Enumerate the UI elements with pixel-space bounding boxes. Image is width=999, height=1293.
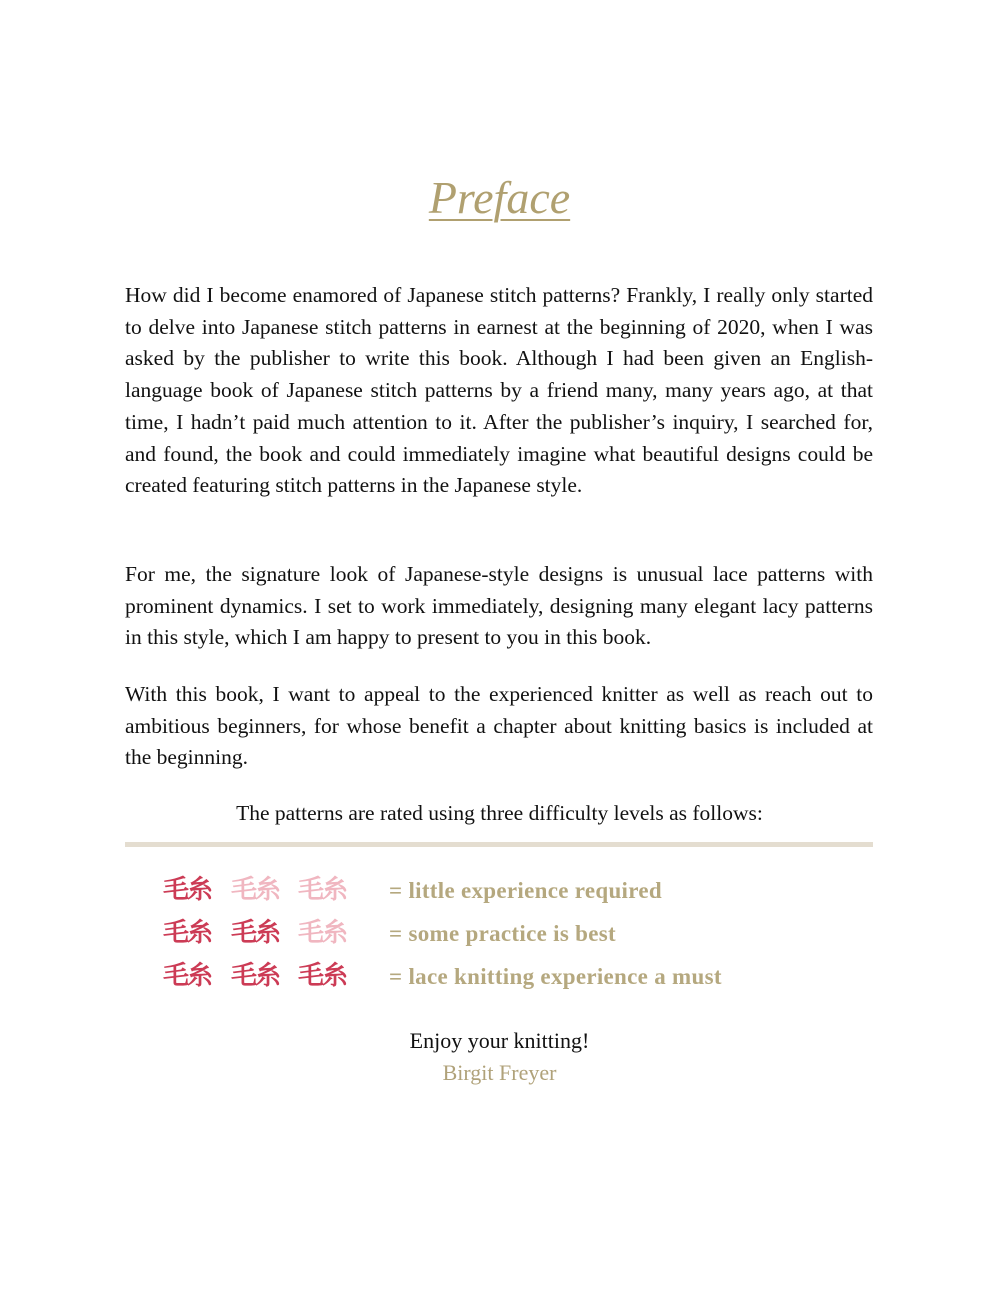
difficulty-level-3 <box>163 958 863 998</box>
preface-paragraph-3: With this book, I want to appeal to the experienced knitter as well as reach out to ambitious beginners, for whose benefit a chapter about knitting basics is included at the beginning. <box>125 682 873 770</box>
page-title: Preface <box>428 172 571 223</box>
yarn-glyph-icon: 毛糸 <box>298 961 347 991</box>
difficulty-label: = some practice is best <box>389 921 616 946</box>
yarn-glyph-icon: 毛糸 <box>231 875 280 905</box>
rating-intro: The patterns are rated using three difficulty levels as follows: <box>236 801 763 825</box>
yarn-glyph-icon: 毛糸 <box>298 918 347 948</box>
difficulty-label: = little experience required <box>389 878 662 903</box>
yarn-glyph-icon: 毛糸 <box>231 961 280 991</box>
difficulty-level-2 <box>163 915 863 955</box>
difficulty-level-1 <box>163 872 863 912</box>
yarn-glyph-icon: 毛糸 <box>231 918 280 948</box>
preface-paragraph-1: How did I become enamored of Japanese stitch patterns? Frankly, I really only started to delve into Japanese stitch patterns in earnest at the beginning of 2020, when I was asked by the publisher to write this book. Although I had been given an English-language book of Japanese stitch patterns by a friend many, many years ago, at that time, I hadn’t paid much attention to it. After the publisher’s inquiry, I searched for, and found, the book and could immediately imagine what beautiful designs could be created featuring stitch patterns in the Japanese style. <box>125 283 873 498</box>
difficulty-label: = lace knitting experience a must <box>389 964 722 989</box>
yarn-glyph-icon: 毛糸 <box>163 875 212 905</box>
yarn-glyph-icon: 毛糸 <box>298 875 347 905</box>
closing-line: Enjoy your knitting! <box>409 1028 590 1053</box>
preface-paragraph-2: For me, the signature look of Japanese-style designs is unusual lace patterns with prominent dynamics. I set to work immediately, designing many elegant lacy patterns in this style, which I am happy to present to you in this book. <box>125 562 873 650</box>
yarn-glyph-icon: 毛糸 <box>163 918 212 948</box>
yarn-glyph-icon: 毛糸 <box>163 961 212 991</box>
author-signature: Birgit Freyer <box>442 1060 557 1085</box>
divider <box>125 842 873 847</box>
